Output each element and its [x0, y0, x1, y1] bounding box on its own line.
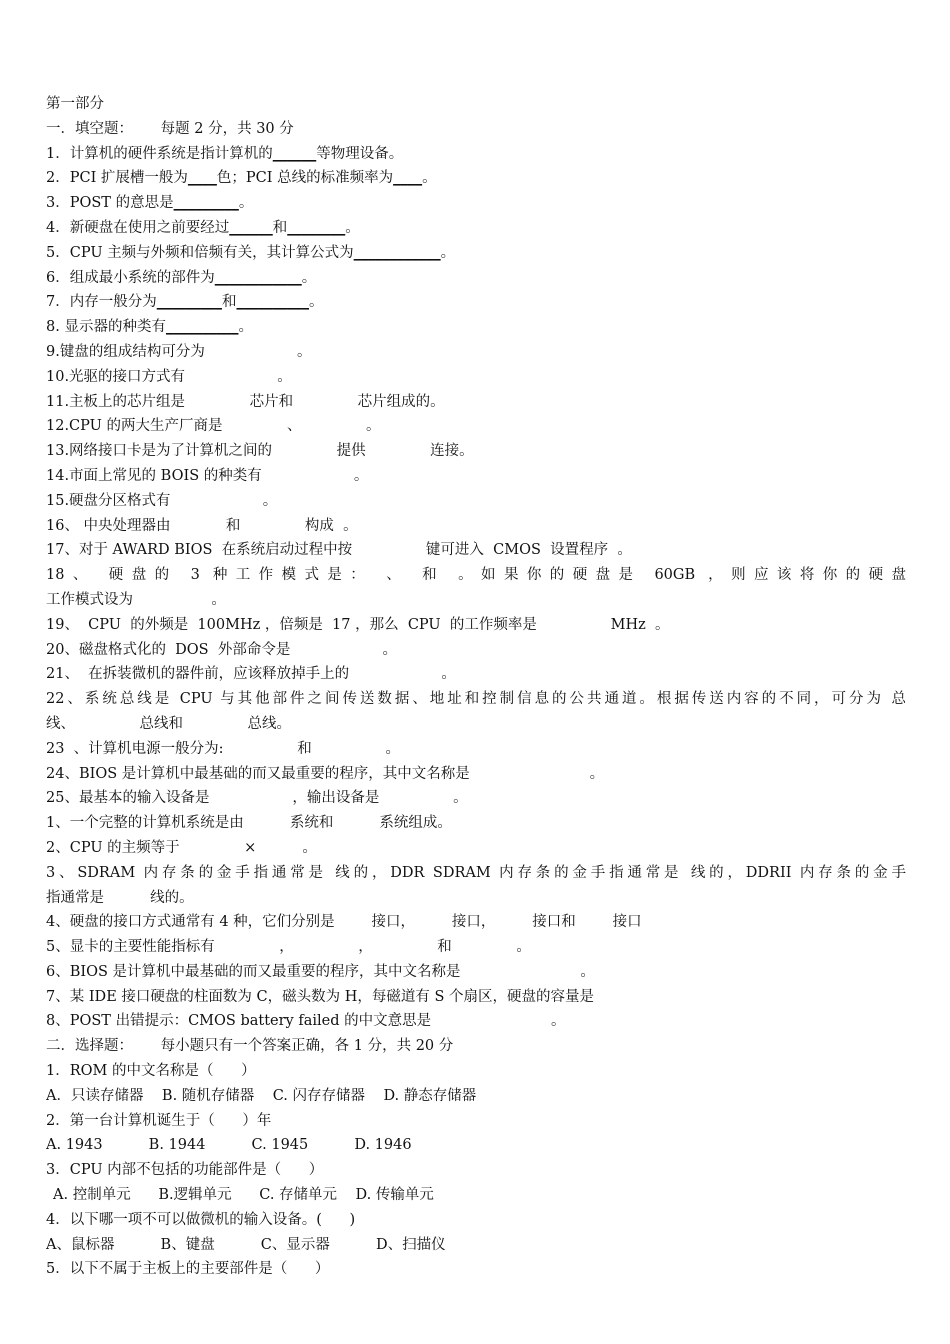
- question-line-12: 12.CPU 的两大生产厂商是 、 。: [46, 418, 381, 435]
- answer-blank: ______: [272, 145, 317, 162]
- question-line-13: 13.网络接口卡是为了计算机之间的 提供 连接。: [46, 443, 474, 460]
- question-line-25: 25、最基本的输入设备是 ，输出设备是 。: [46, 790, 468, 807]
- question-text: 。: [345, 219, 360, 236]
- question-line-4: [46, 216, 906, 241]
- question-line-18-cont: 工作模式设为 。: [46, 591, 226, 608]
- answer-blank: __________: [236, 294, 309, 311]
- question-line-15: 15.硬盘分区格式有 。: [46, 492, 278, 509]
- question-line-21: 21、 在拆装微机的器件前，应该释放掉手上的 。: [46, 666, 456, 683]
- choice-question-3: 3．CPU 内部不包括的功能部件是（ ）: [46, 1162, 324, 1179]
- question-line-20: 20、磁盘格式化的 DOS 外部命令是 。: [46, 641, 398, 658]
- answer-blank: _________: [156, 294, 222, 311]
- question-line-9: 9.键盘的组成结构可分为 。: [46, 343, 312, 360]
- question-line-22: 22、系统总线是 CPU 与其他部件之间传送数据、地址和控制信息的公共通道。根据传送内容的不同，可分为 总: [46, 691, 906, 708]
- question-line-6: [46, 266, 906, 291]
- choice-question-1: 1．ROM 的中文名称是（ ）: [46, 1063, 256, 1080]
- question-line-19: 19、 CPU 的外频是 100MHz ，倍频是 17 ，那么 CPU 的工作频率是 MHz 。: [46, 616, 670, 633]
- extra-question-8: 8、POST 出错提示：CMOS battery failed 的中文意思是 。: [46, 1013, 566, 1030]
- question-text: 。: [422, 170, 437, 187]
- question-text: 5．CPU 主频与外频和倍频有关，其计算公式为: [46, 244, 354, 261]
- section-1-title: 一．填空题：: [46, 120, 133, 137]
- question-line-2: [46, 166, 906, 191]
- question-text: 8. 显示器的种类有: [46, 319, 166, 336]
- section-1-heading: [46, 117, 906, 142]
- question-line-24: 24、BIOS 是计算机中最基础的而又最重要的程序，其中文名称是 。: [46, 765, 605, 782]
- answer-blank: _________: [173, 195, 239, 212]
- question-text: 2．PCI 扩展槽一般为: [46, 170, 188, 187]
- answer-blank: ______: [229, 219, 273, 236]
- question-text: 。: [238, 319, 253, 336]
- question-line-7: [46, 290, 906, 315]
- extra-question-1: 1、一个完整的计算机系统是由 系统和 系统组成。: [46, 815, 452, 832]
- section-1-note: 每题 2 分，共 30 分: [160, 120, 294, 137]
- part-title: 第一部分: [46, 96, 104, 112]
- question-line-17: 17、对于 AWARD BIOS 在系统启动过程中按 键可进入 CMOS 设置程序 。: [46, 542, 632, 559]
- section-2-title: 二．选择题：: [46, 1038, 133, 1055]
- extra-question-4: 4、硬盘的接口方式通常有 4 种，它们分别是 接口， 接口， 接口和 接口: [46, 914, 642, 931]
- extra-question-5: 5、显卡的主要性能指标有 ， ， 和 。: [46, 939, 531, 956]
- question-line-3: [46, 191, 906, 216]
- extra-question-3-cont: 指通常是 线的。: [46, 889, 194, 906]
- question-text: 等物理设备。: [316, 145, 404, 162]
- question-line-10: 10.光驱的接口方式有 。: [46, 368, 292, 385]
- question-text: 。: [238, 195, 254, 212]
- question-line-23: 23 、计算机电源一般分为: 和 。: [46, 740, 401, 757]
- question-text: 。: [301, 269, 317, 286]
- choice-options-4: A、鼠标器 B、键盘 C、显示器 D、扫描仪: [46, 1236, 446, 1253]
- extra-question-6: 6、BIOS 是计算机中最基础的而又最重要的程序，其中文名称是 。: [46, 963, 595, 980]
- question-text: 1．计算机的硬件系统是指计算机的: [46, 145, 273, 162]
- question-text: 色；PCI 总线的标准频率为: [216, 170, 394, 187]
- extra-question-2: 2、CPU 的主频等于 × 。: [46, 839, 317, 856]
- question-text: 。: [308, 294, 324, 311]
- extra-question-3: 3、SDRAM 内存条的金手指通常是 线的，DDR SDRAM 内存条的金手指通常是 线的，DDRII 内存条的金手: [46, 864, 906, 881]
- question-text: 6．组成最小系统的部件为: [46, 269, 215, 286]
- choice-options-2: A. 1943 B. 1944 C. 1945 D. 1946: [46, 1137, 412, 1154]
- question-line-16: 16、 中央处理器由 和 构成 。: [46, 517, 358, 534]
- question-text: 3．POST 的意思是: [46, 195, 174, 212]
- question-text: 7．内存一般分为: [46, 294, 157, 311]
- choice-question-4: 4．以下哪一项不可以做微机的输入设备。( ): [46, 1211, 356, 1228]
- question-line-8: [46, 315, 906, 340]
- choice-question-2: 2．第一台计算机诞生于（ ）年: [46, 1112, 272, 1129]
- question-line-22-cont: 线、 总线和 总线。: [46, 715, 292, 732]
- extra-question-7: 7、某 IDE 接口硬盘的柱面数为 C，磁头数为 H，每磁道有 S 个扇区，硬盘的容量是: [46, 988, 594, 1005]
- question-line-11: 11.主板上的芯片组是 芯片和 芯片组成的。: [46, 393, 445, 410]
- choice-options-1: A．只读存储器 B. 随机存储器 C. 闪存存储器 D. 静态存储器: [46, 1087, 477, 1104]
- choice-question-5: 5．以下不属于主板上的主要部件是（ ）: [46, 1261, 330, 1278]
- answer-blank: ________: [287, 219, 346, 236]
- choice-options-3: A. 控制单元 B.逻辑单元 C. 存储单元 D. 传输单元: [53, 1187, 434, 1204]
- question-text: 和: [272, 219, 288, 236]
- document-page: [46, 92, 906, 1282]
- question-line-18: 18、 硬盘的 3 种工作模式是： 、 和 。如果你的硬盘是 60GB ，则应该将你的硬盘: [46, 567, 906, 584]
- question-line-1: [46, 142, 906, 167]
- question-line-14: 14.市面上常见的 BOIS 的种类有 。: [46, 467, 369, 484]
- question-text: 。: [440, 244, 456, 261]
- answer-blank: __________: [165, 319, 239, 336]
- question-text: 和: [221, 294, 237, 311]
- section-2-note: 每小题只有一个答案正确，各 1 分，共 20 分: [160, 1038, 454, 1055]
- answer-blank: ____: [187, 170, 217, 187]
- question-text: 4．新硬盘在使用之前要经过: [46, 219, 230, 236]
- answer-blank: ____________: [214, 269, 302, 286]
- section-2-heading: [46, 1034, 906, 1059]
- answer-blank: ____________: [353, 244, 441, 261]
- question-line-5: [46, 241, 906, 266]
- answer-blank: ____: [393, 170, 423, 187]
